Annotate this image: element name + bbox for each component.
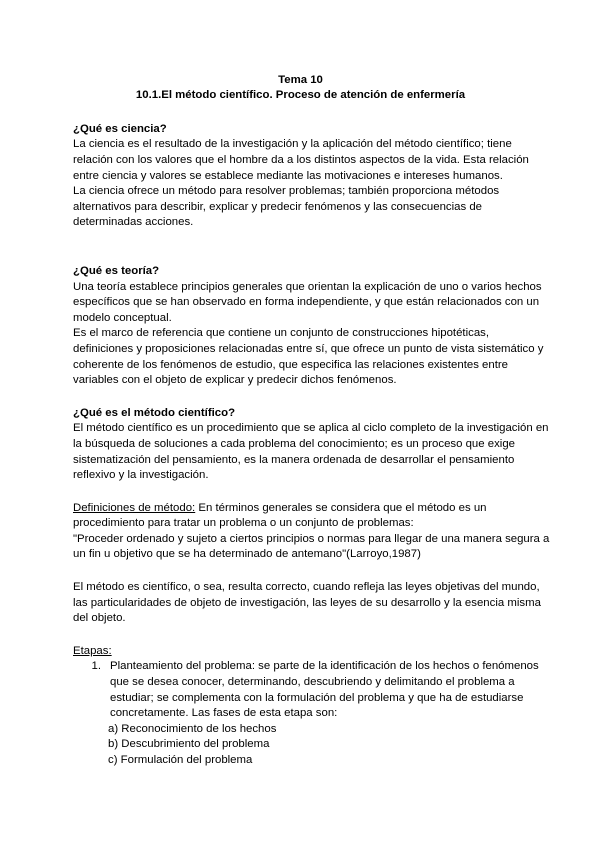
definition-quote: "Proceder ordenado y sujeto a ciertos principios o normas para llegar de una manera segura a un fin u objetivo que se ha determinado de antemano"(Larroyo,1987) bbox=[73, 532, 550, 561]
list-item: b) Descubrimiento del problema bbox=[108, 738, 270, 751]
paragraph: La ciencia es el resultado de la investigación y la aplicación del método científico; tiene relación con los valores que el hombre da a los distintos aspectos de la vida. Esta relación entre ciencia y valores se establece mediante las motivaciones e intereses humanos. bbox=[73, 138, 529, 182]
paragraph bbox=[73, 501, 550, 532]
paragraph: La ciencia ofrece un método para resolver problemas; también proporciona métodos alternativos para describir, explicar y predecir fenómenos y las consecuencias de determinadas acciones. bbox=[73, 185, 500, 229]
list-item: c) Formulación del problema bbox=[108, 754, 253, 766]
definitions-label: Definiciones de método: bbox=[73, 501, 196, 514]
section-definiciones bbox=[73, 501, 550, 563]
stages-list bbox=[73, 659, 550, 721]
paragraph: Una teoría establece principios generales que orientan la explicación de uno o varios hechos específicos que se han observado en forma independiente, y que están relacionados con un modelo conceptual. bbox=[73, 280, 542, 324]
section-metodo bbox=[73, 406, 550, 484]
section-heading: ¿Qué es ciencia? bbox=[73, 122, 167, 135]
section-cientifico bbox=[73, 580, 550, 627]
paragraph: Es el marco de referencia que contiene un conjunto de construcciones hipotéticas, definiciones y proposiciones relacionadas entre sí, que ofrece un punto de vista sistemático y coherente de los fenómenos de estudio, que especifica las relaciones existentes entre variables con el objeto de explicar y predecir dichos fenómenos. bbox=[73, 327, 544, 387]
definitions-text: En términos generales se considera que el método es un procedimiento para tratar un problema o un conjunto de problemas: bbox=[73, 501, 487, 530]
section-etapas bbox=[73, 644, 550, 769]
paragraph: El método es científico, o sea, resulta correcto, cuando refleja las leyes objetivas del mundo, las particularidades de objeto de investigación, las leyes de su desarrollo y la esencia misma del objeto. bbox=[73, 581, 541, 625]
stages-label: Etapas: bbox=[73, 644, 112, 657]
stage-text: Planteamiento del problema: se parte de la identificación de los hechos o fenómenos que se desea conocer, determinando, descubriendo y delimitando el problema a estudiar; se complementa con la formulación del problema y que ha de estudiarse concretamente. Las fases de esta etapa son: bbox=[110, 660, 539, 720]
topic-title: Tema 10 bbox=[278, 74, 323, 86]
topic-subtitle: 10.1.El método científico. Proceso de atención de enfermería bbox=[135, 89, 466, 102]
paragraph: El método científico es un procedimiento que se aplica al ciclo completo de la investigación en la búsqueda de soluciones a cada problema del conocimiento; es un proceso que exige sistematización del pensamiento, es la manera ordenada de desarrollar el pensamiento reflexivo y la investigación. bbox=[73, 422, 549, 482]
document-title bbox=[73, 73, 528, 104]
list-number: 1. bbox=[91, 660, 101, 673]
section-teoria bbox=[73, 264, 550, 389]
section-heading: ¿Qué es teoría? bbox=[73, 264, 160, 277]
list-item bbox=[73, 659, 550, 721]
list-item: a) Reconocimiento de los hechos bbox=[108, 722, 277, 735]
section-heading: ¿Qué es el método científico? bbox=[73, 406, 236, 419]
phases-list bbox=[73, 722, 550, 769]
section-ciencia bbox=[73, 122, 550, 231]
